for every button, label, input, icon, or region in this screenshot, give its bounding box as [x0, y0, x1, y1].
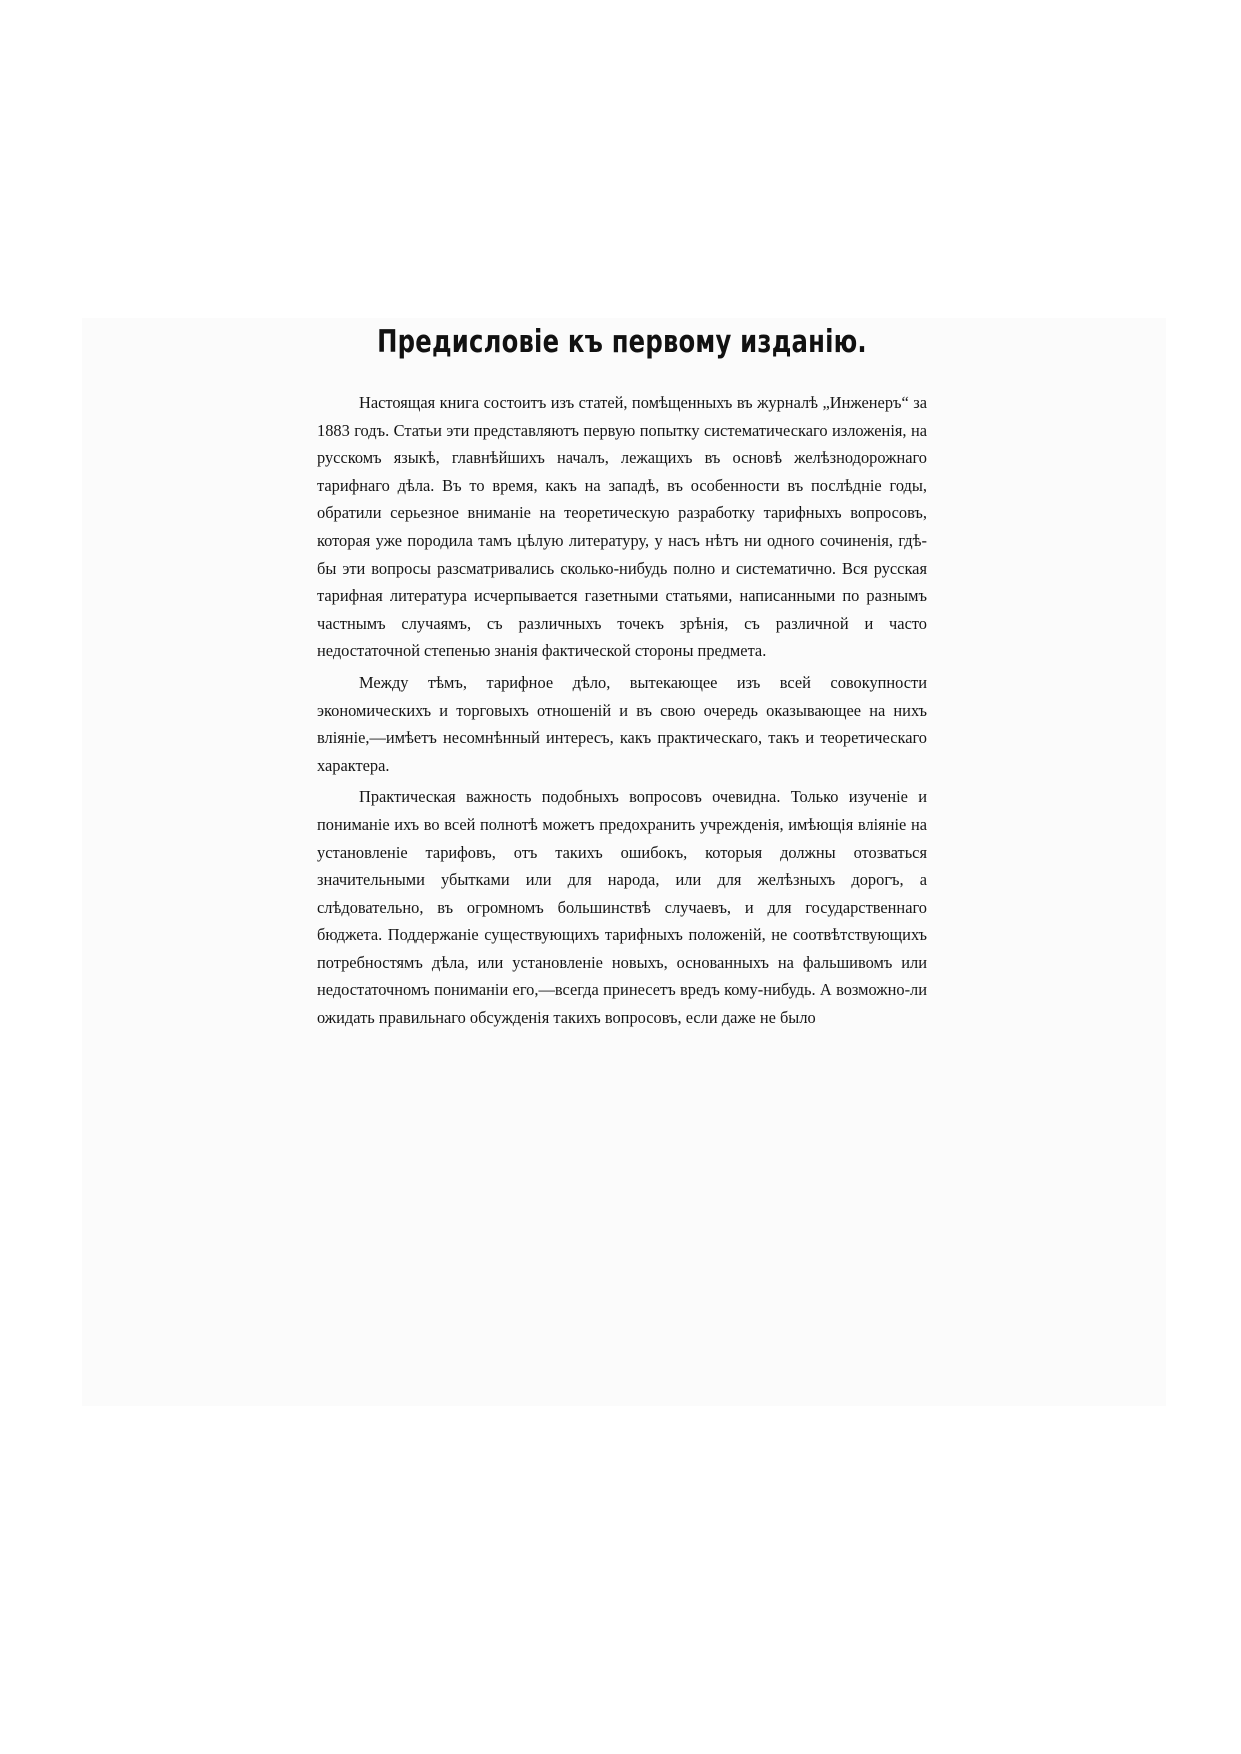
page-title: Предисловіе къ первому изданію.: [377, 324, 867, 361]
paragraph-1: Настоящая книга состоитъ изъ статей, помѣщенныхъ въ журналѣ „Инженеръ“ за 1883 годъ. Статьи эти представляютъ первую попытку систематическаго изложенія, на русскомъ языкѣ, главнѣйшихъ началъ, лежащихъ въ основѣ желѣзнодорожнаго тарифнаго дѣла. Въ то время, какъ на западѣ, въ особенности въ послѣдніе годы, обратили серьезное вниманіе на теоретическую разработку тарифныхъ вопросовъ, которая уже породила тамъ цѣлую литературу, у насъ нѣтъ ни одного сочиненія, гдѣ-бы эти вопросы разсматривались сколько-нибудь полно и систематично. Вся русская тарифная литература исчерпывается газетными статьями, написанными по разнымъ частнымъ случаямъ, съ различныхъ точекъ зрѣнія, съ различной и часто недостаточной степенью знанія фактической стороны предмета.: [317, 393, 927, 661]
paragraph-2: Между тѣмъ, тарифное дѣло, вытекающее изъ всей совокупности экономическихъ и торговыхъ отношеній и въ свою очередь оказывающее на нихъ вліяніе,—имѣетъ несомнѣнный интересъ, какъ практическаго, такъ и теоретическаго характера.: [317, 672, 927, 775]
document-page: [317, 323, 927, 1032]
paragraph-3: Практическая важность подобныхъ вопросовъ очевидна. Только изученіе и пониманіе ихъ во всей полнотѣ можетъ предохранить учрежденія, имѣющія вліяніе на установленіе тарифовъ, отъ такихъ ошибокъ, которыя должны отозваться значительными убытками или для народа, или для желѣзныхъ дорогъ, а слѣдовательно, въ огромномъ большинствѣ случаевъ, и для государственнаго бюджета. Поддержаніе существующихъ тарифныхъ положеній, не соотвѣтствующихъ потребностямъ дѣла, или установленіе новыхъ, основанныхъ на фальшивомъ или недостаточномъ пониманіи его,—всегда принесетъ вредъ кому-нибудь. А возможно-ли ожидать правильнаго обсужденія такихъ вопросовъ, если даже не было: [317, 787, 927, 1028]
